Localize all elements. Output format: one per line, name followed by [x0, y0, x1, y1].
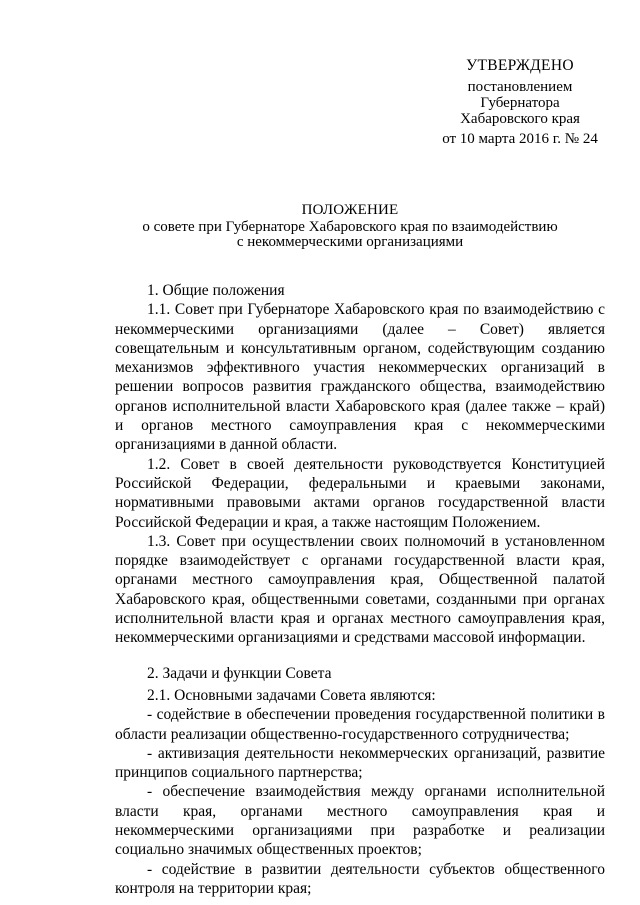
approval-line-3: Хабаровского края	[460, 111, 580, 127]
document-body	[115, 281, 605, 898]
document-title: ПОЛОЖЕНИЕ	[301, 202, 399, 218]
document-subtitle-line-1: о совете при Губернаторе Хабаровского края по взаимодействию	[142, 219, 558, 235]
document-subtitle-line-2: с некоммерческими организациями	[236, 234, 464, 250]
section-gap	[115, 648, 605, 664]
list-item: - обеспечение взаимодействия между органами исполнительной власти края, органами местного самоуправления края и некоммерческими организациями при разработке и реализации социально значимых общественных проектов;	[115, 783, 605, 859]
paragraph-1-3: 1.3. Совет при осуществлении своих полномочий в установленном порядке взаимодействует с органами государственной власти края, органами местного самоуправления края, Общественной палатой Хабаровского края, общественными советами, созданными при органах исполнительной власти края и органах местного самоуправления края, некоммерческими организациями и средствами массовой информации.	[115, 532, 605, 647]
approval-line-2: Губернатора	[480, 95, 560, 111]
paragraph-1-1: 1.1. Совет при Губернаторе Хабаровского края по взаимодействию с некоммерческими организациями (далее – Совет) является совещательным и консультативным органом, содействующим созданию механизмов эффективного участия некоммерческих организаций в решении вопросов развития гражданского общества, взаимодействию органов исполнительной власти Хабаровского края (далее также – край) и органов местного самоуправления края с некоммерческими организациями в данной области.	[115, 301, 605, 454]
approval-stamp-block	[400, 58, 640, 147]
approval-line-1: постановлением	[467, 79, 573, 95]
section-2-heading: 2. Задачи и функции Совета	[147, 664, 332, 682]
section-1-heading: 1. Общие положения	[147, 282, 285, 299]
list-item: - активизация деятельности некоммерческих организаций, развитие принципов социального партнерства;	[115, 744, 605, 782]
document-title-block	[110, 203, 590, 250]
approval-date: от 10 марта 2016 г. № 24	[442, 131, 598, 147]
paragraph-2-1: 2.1. Основными задачами Совета являются:	[147, 686, 436, 704]
paragraph-1-2: 1.2. Совет в своей деятельности руководствуется Конституцией Российской Федерации, федеральными и краевыми законами, нормативными правовыми актами органов государственной власти Российской Федерации и края, а также настоящим Положением.	[115, 455, 605, 531]
list-item: - содействие в обеспечении проведения государственной политики в области реализации общественно-государственного сотрудничества;	[115, 706, 605, 743]
approval-title: УТВЕРЖДЕНО	[466, 57, 574, 74]
list-item: - содействие в развитии деятельности субъектов общественного контроля на территории края;	[115, 860, 605, 897]
